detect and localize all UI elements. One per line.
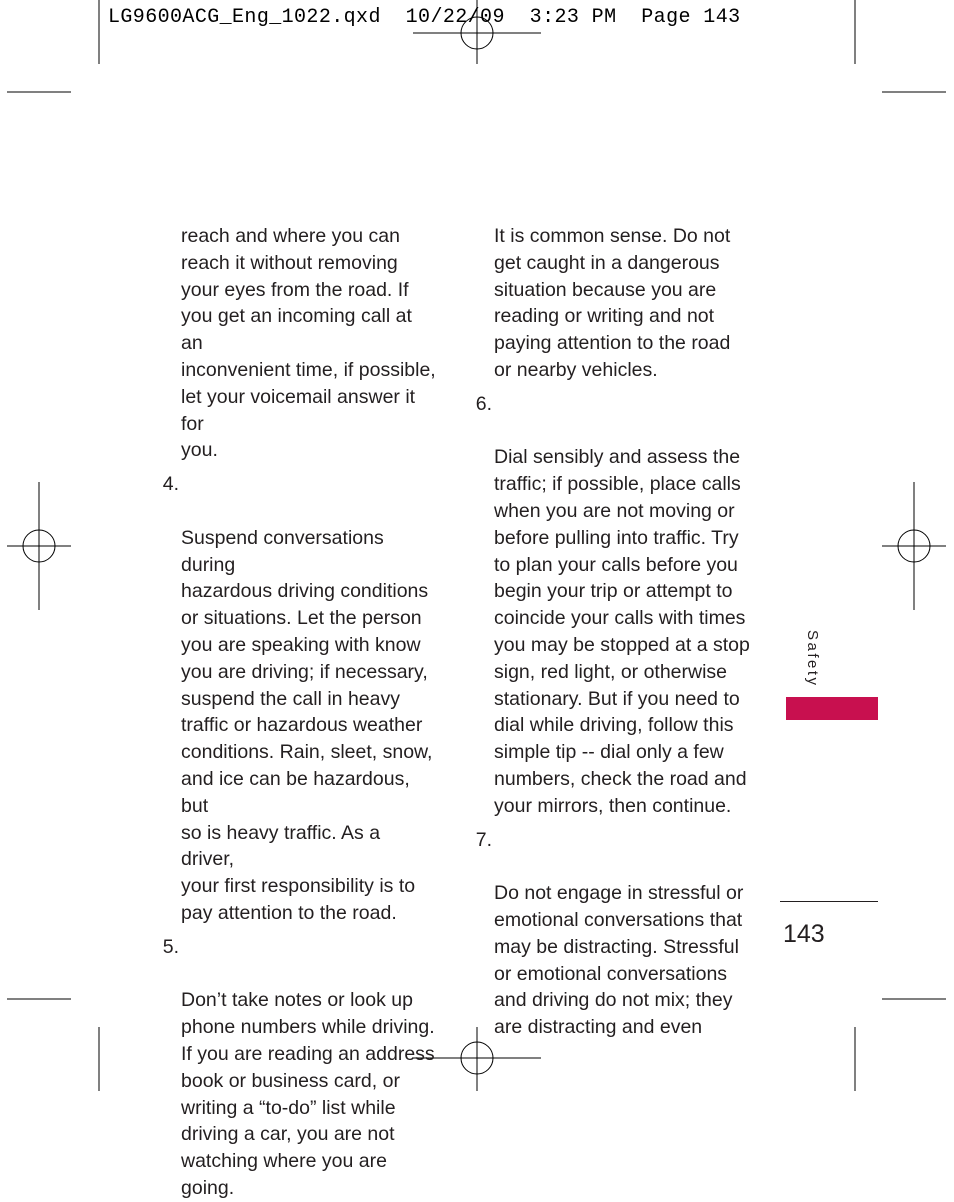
left-column: [155, 223, 437, 1202]
list-item-text: Don’t take notes or look up phone numbers while driving. If you are reading an address book or business card, or writing a “to-do” list while driving a car, you are not watching where you are going.: [181, 989, 435, 1199]
registration-mark-left: [7, 482, 71, 610]
registration-mark-top: [413, 0, 541, 64]
list-item-6: [468, 391, 750, 820]
list-item-text: Suspend conversations during hazardous driving conditions or situations. Let the person you are speaking with know you are driving; if necessary, suspend the call in heavy traffic or hazardous weather conditions. Rain, sleet, snow, and ice can be hazardous, but so is heavy traffic. As a driver, your first responsibility is to pay attention to the road.: [181, 526, 433, 924]
list-item-text: Do not engage in stressful or emotional conversations that may be distracting. Stressful or emotional conversations and driving do not mix; they are distracting and even: [494, 882, 744, 1039]
list-item-number: 4.: [162, 473, 179, 496]
section-tab-bar: [786, 697, 878, 720]
list-item-text: Dial sensibly and assess the traffic; if possible, place calls when you are not moving or before pulling into traffic. Try to plan your calls before you begin your trip or attempt to coincide your calls with times you may be stopped at a stop sign, red light, or otherwise stationary. But if you need to dial while driving, follow this simple tip -- dial only a few numbers, check the road and your mirrors, then continue.: [494, 446, 750, 817]
right-column: [468, 223, 750, 1041]
list-item-4: [155, 471, 437, 927]
list-item-number: 6.: [475, 392, 492, 415]
section-tab-label: Safety: [804, 630, 821, 688]
list-item-number: 7.: [475, 828, 492, 851]
print-slug: LG9600ACG_Eng_1022.qxd 10/22/09 3:23 PM Page 143: [108, 6, 741, 29]
list-item-7: [468, 827, 750, 1041]
right-continuation-text: It is common sense. Do not get caught in a dangerous situation because you are reading or writing and not paying attention to the road or nearby vehicles.: [494, 225, 731, 381]
page-number: 143: [783, 920, 825, 948]
page-number-rule: [780, 901, 878, 902]
registration-mark-right: [882, 482, 946, 610]
list-item-5: [155, 934, 437, 1202]
left-continuation-text: reach and where you can reach it without removing your eyes from the road. If you get an incoming call at an inconvenient time, if possible, let your voicemail answer it for you.: [181, 225, 436, 462]
list-item-number: 5.: [162, 935, 179, 958]
